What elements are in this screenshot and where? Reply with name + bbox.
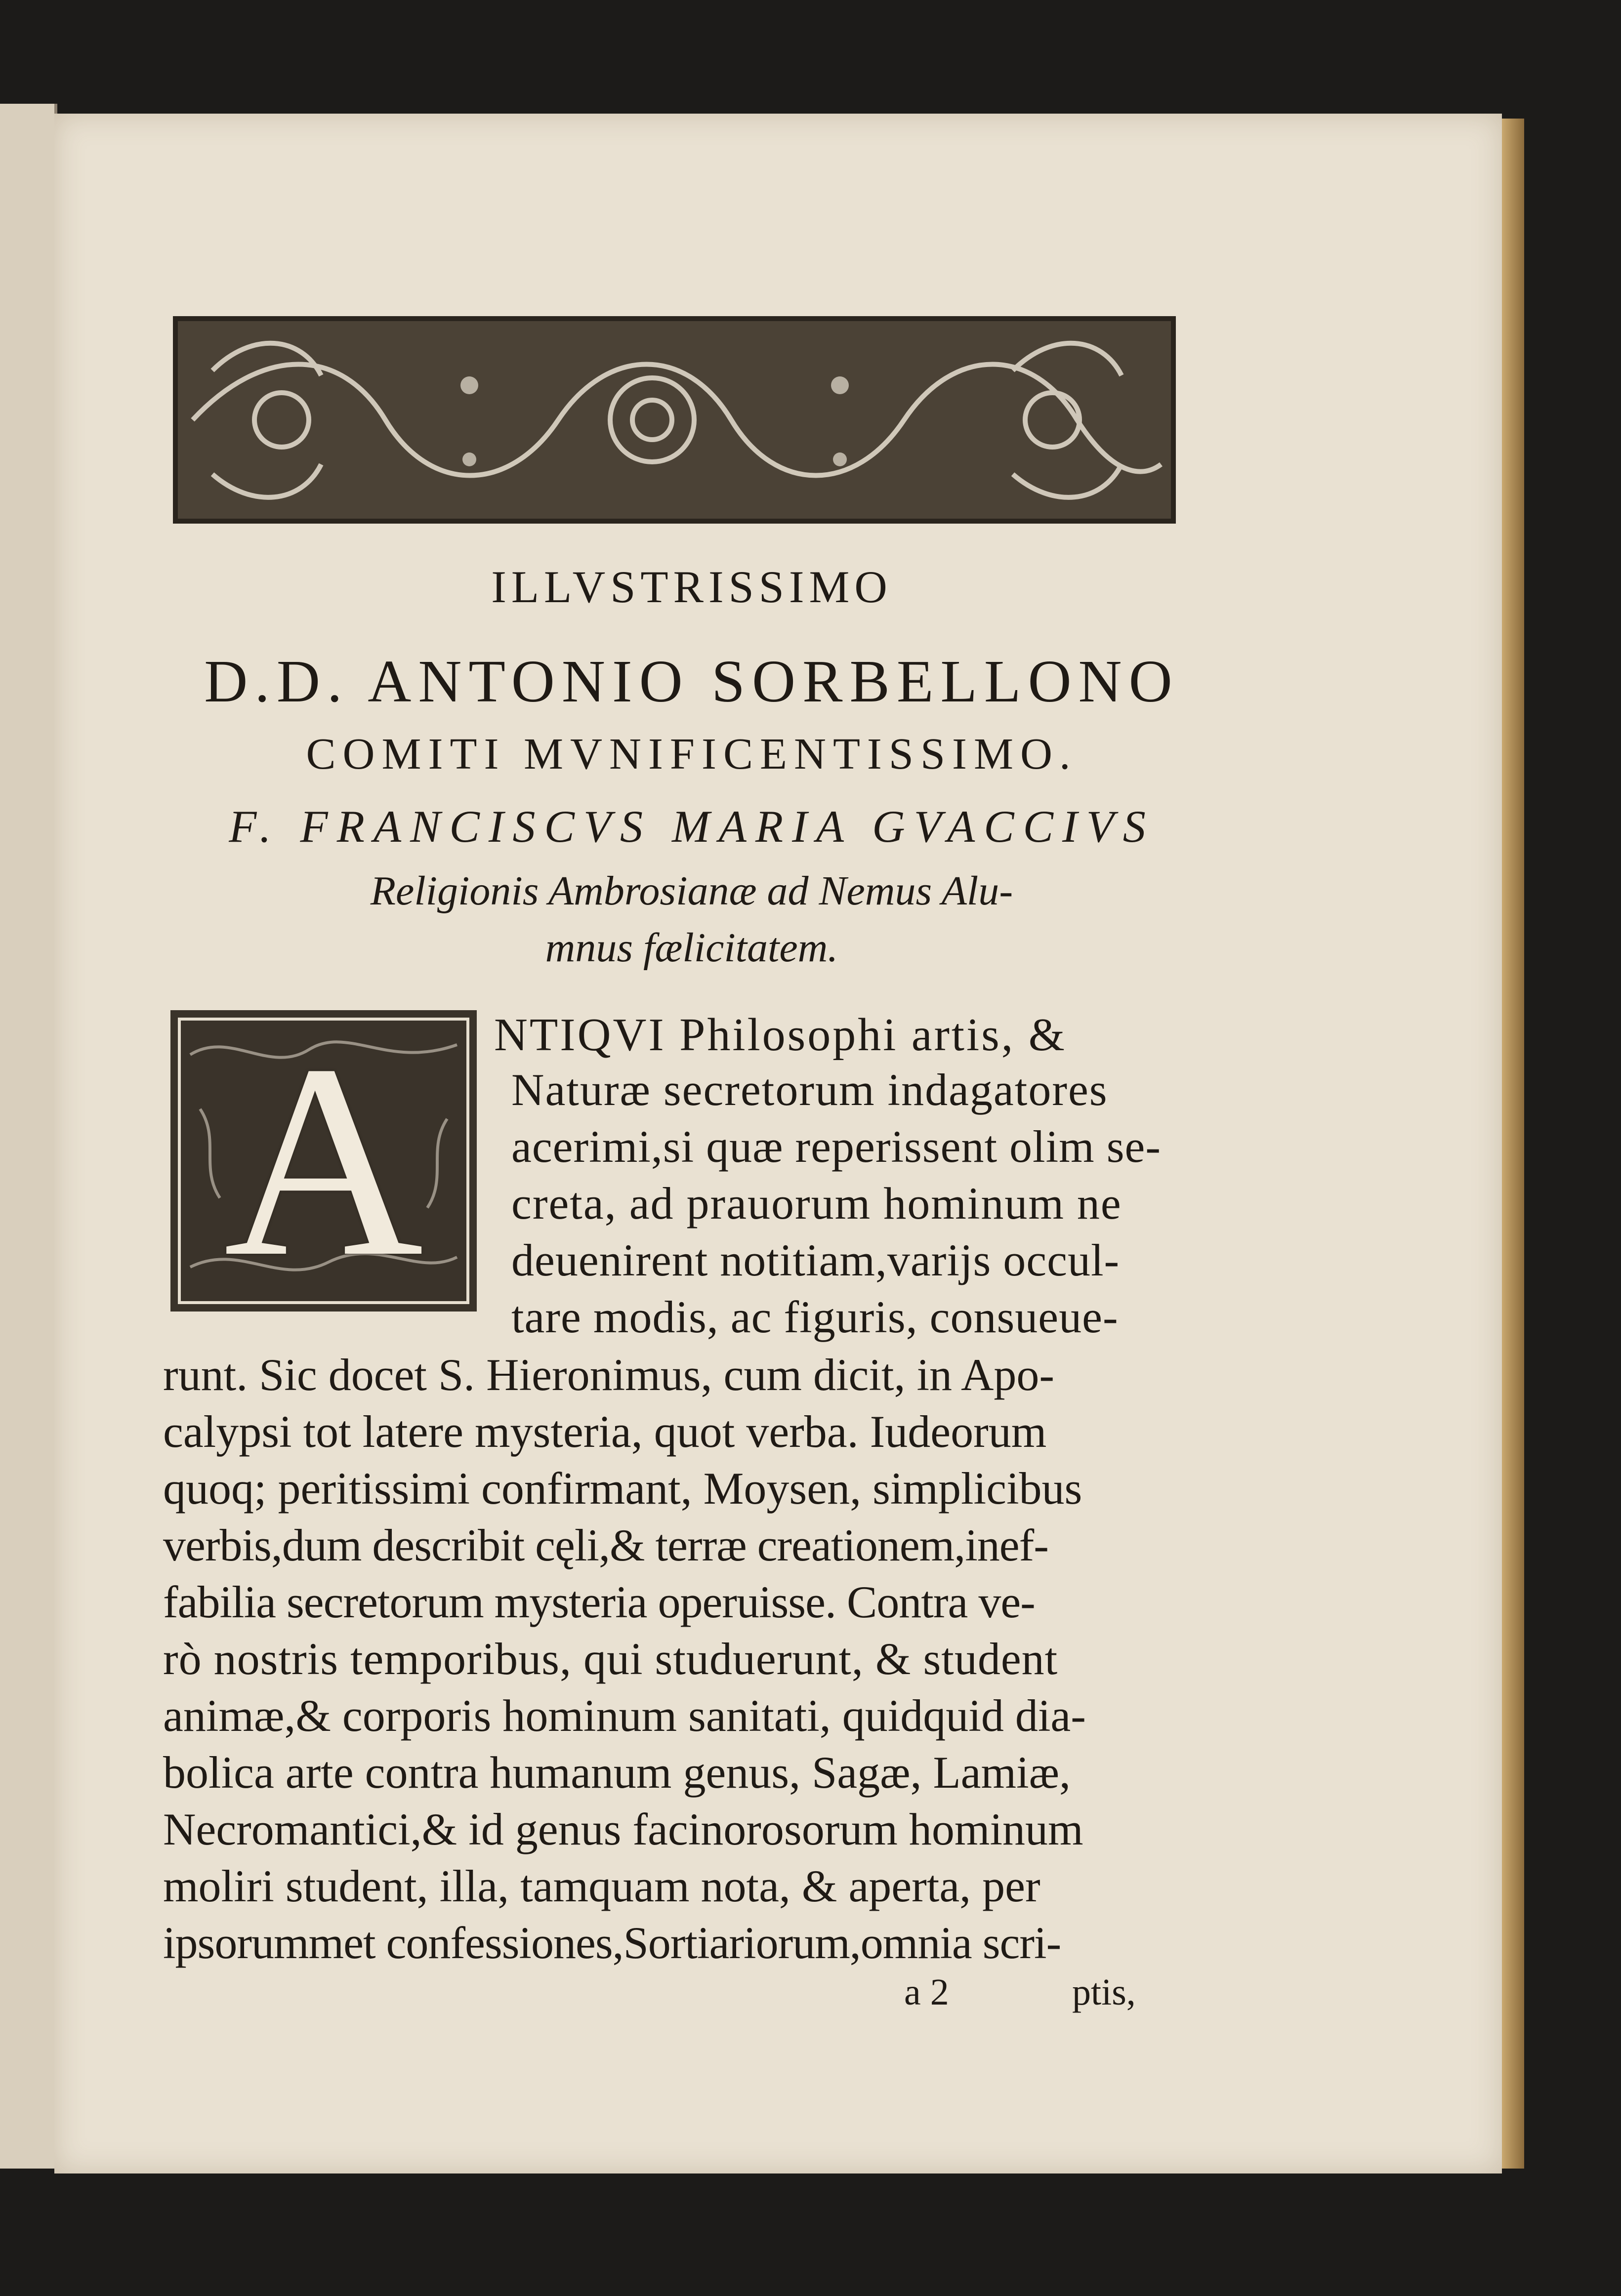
initial-letter: A — [223, 1008, 424, 1314]
dedication-line-1: ILLVSTRISSIMO — [491, 562, 892, 612]
author-line: F. FRANCISCVS MARIA GVACCIVS — [229, 801, 1155, 852]
body-line: deuenirent notitiam,varijs occul- — [511, 1235, 1120, 1285]
body-line: moliri student, illa, tamquam nota, & aperta, per — [163, 1861, 1040, 1911]
greeting-line-1: Religionis Ambrosianæ ad Nemus Alu- — [370, 868, 1013, 914]
page-footer — [904, 1971, 1181, 2020]
body-line: runt. Sic docet S. Hieronimus, cum dicit, in Apo- — [163, 1350, 1055, 1400]
body-line: tare modis, ac figuris, consueue- — [511, 1292, 1119, 1342]
catchword: ptis, — [1072, 1971, 1136, 2013]
right-page-edge — [1502, 119, 1524, 2169]
body-line: NTIQVI Philosophi artis, & — [494, 1009, 1067, 1061]
body-line: acerimi,si quæ reperissent olim se- — [511, 1121, 1162, 1172]
body-line: creta, ad prauorum hominum ne — [511, 1178, 1122, 1229]
body-line: verbis,dum describit cęli,& terræ creationem,inef- — [163, 1520, 1048, 1570]
left-page-edge — [0, 104, 57, 2169]
body-line: animæ,& corporis hominum sanitati, quidquid dia- — [163, 1690, 1086, 1741]
body-line: Necromantici,& id genus facinorosorum hominum — [163, 1804, 1083, 1854]
dedication-line-2: D.D. ANTONIO SORBELLONO — [204, 648, 1179, 715]
ornamental-headpiece — [173, 316, 1176, 524]
body-line: rò nostris temporibus, qui studuerunt, & student — [163, 1634, 1058, 1684]
body-line: Naturæ secretorum indagatores — [511, 1065, 1108, 1115]
body-line: ipsorummet confessiones,Sortiariorum,omnia scri- — [163, 1918, 1061, 1968]
signature-mark: a 2 — [904, 1971, 949, 2013]
body-line: fabilia secretorum mysteria operuisse. Contra ve- — [163, 1577, 1035, 1627]
greeting-line-2: mnus fælicitatem. — [545, 925, 838, 971]
decorated-initial — [170, 1010, 477, 1312]
body-line: calypsi tot latere mysteria, quot verba. Iudeorum — [163, 1406, 1047, 1457]
body-line: quoq; peritissimi confirmant, Moysen, simplicibus — [163, 1463, 1082, 1514]
body-line: bolica arte contra humanum genus, Sagæ, Lamiæ, — [163, 1747, 1071, 1798]
dedication-line-3: COMITI MVNIFICENTISSIMO. — [306, 730, 1078, 779]
